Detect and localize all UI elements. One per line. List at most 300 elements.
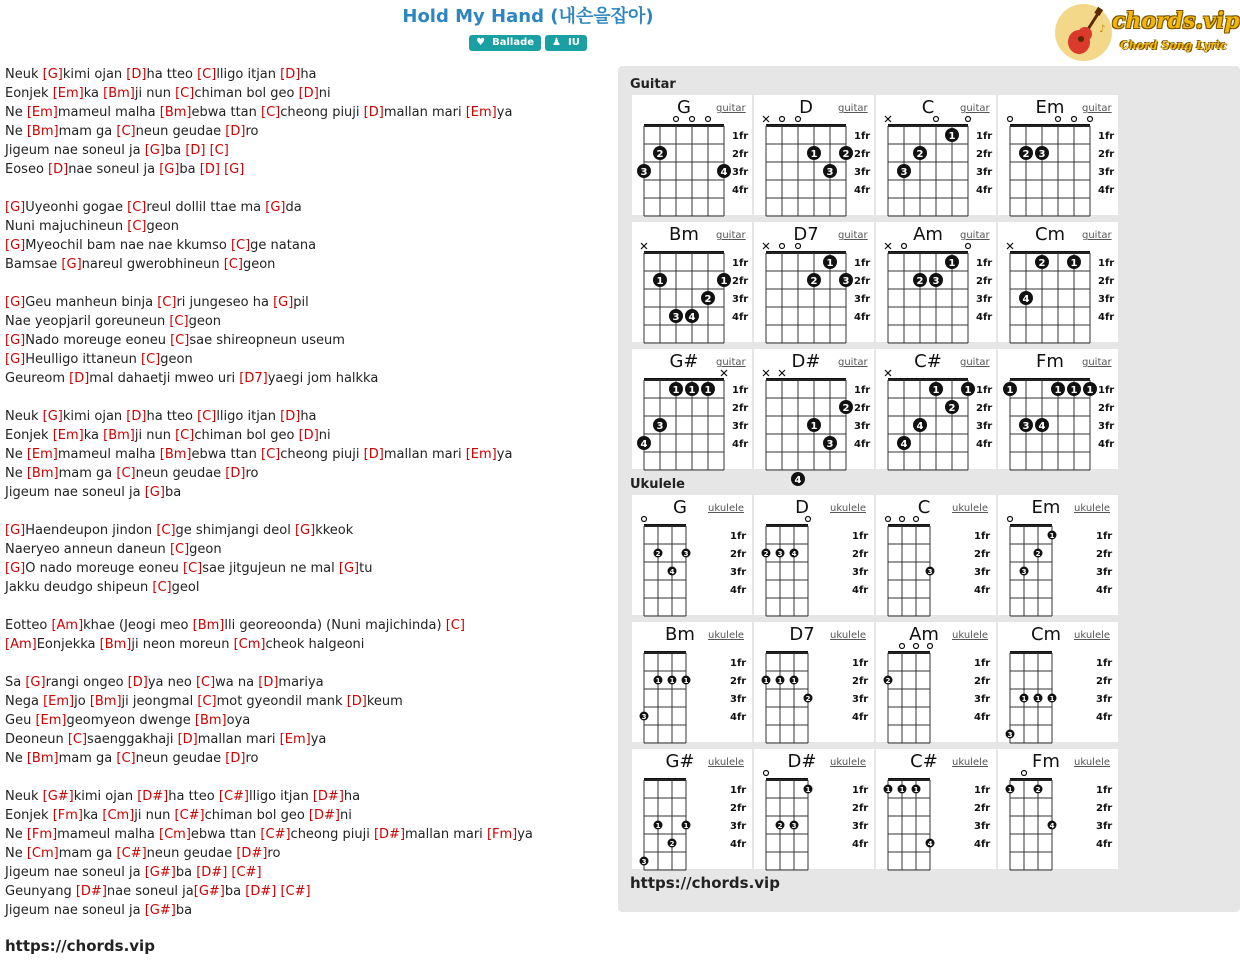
guitar-link: guitar: [716, 230, 746, 241]
fret-label: 3fr: [852, 821, 869, 832]
fret-label: 3fr: [1096, 567, 1113, 578]
guitar-chord-card[interactable]: [998, 95, 1118, 215]
finger-number: 2: [777, 822, 783, 830]
fret-label: 3fr: [976, 421, 993, 432]
chord-marker[interactable]: [G]: [5, 352, 26, 367]
lyric-line: [5, 160, 605, 179]
fret-label: 4fr: [974, 585, 991, 596]
fret-label: 3fr: [974, 567, 991, 578]
chord-marker[interactable]: [C]: [261, 105, 281, 120]
lyric-text: Eonjek: [5, 428, 53, 443]
chord-marker[interactable]: [D#]: [245, 884, 277, 899]
ukulele-chord-card[interactable]: [876, 622, 996, 742]
chord-marker[interactable]: [C]: [127, 200, 147, 215]
lyric-text: lligo itjan: [249, 789, 313, 804]
chord-marker[interactable]: [D]: [298, 428, 319, 443]
fret-label: 1fr: [730, 785, 747, 796]
chord-marker[interactable]: [G]: [144, 143, 165, 158]
chord-marker[interactable]: [Em]: [35, 713, 67, 728]
chord-marker[interactable]: [Bm]: [159, 105, 192, 120]
fret-label: 2fr: [730, 549, 747, 560]
finger-number: 1: [669, 677, 675, 685]
fret-label: 1fr: [976, 131, 993, 142]
fret-label: 1fr: [732, 131, 749, 142]
chord-marker[interactable]: [Am]: [51, 618, 84, 633]
chord-marker[interactable]: [C]: [169, 542, 190, 557]
guitar-link: guitar: [716, 357, 746, 368]
fret-label: 4fr: [974, 712, 991, 723]
finger-number: 2: [656, 149, 664, 160]
fret-label: 2fr: [852, 803, 869, 814]
chord-marker[interactable]: [C]: [209, 143, 229, 158]
chord-marker[interactable]: [C]: [445, 618, 465, 633]
chord-marker[interactable]: [D#]: [373, 827, 406, 842]
lyric-text: mallan mari: [197, 732, 280, 747]
chord-marker[interactable]: [Cm]: [26, 846, 59, 861]
lyric-text: geon: [160, 352, 193, 367]
lyric-blank-line: [5, 388, 605, 407]
chord-marker[interactable]: [Bm]: [194, 713, 227, 728]
lyric-line: [5, 198, 605, 217]
chord-marker[interactable]: [Cm]: [159, 827, 191, 842]
lyric-text: Ne: [5, 447, 27, 462]
finger-number: 2: [842, 149, 850, 160]
lyric-text: ya: [517, 827, 533, 842]
finger-number: 2: [704, 294, 712, 305]
fret-label: 1fr: [852, 658, 869, 669]
lyric-blank-line: [5, 768, 605, 787]
ukulele-chord-card[interactable]: [632, 622, 752, 742]
fret-label: 1fr: [732, 385, 749, 396]
chord-marker[interactable]: [G]: [25, 675, 46, 690]
lyric-text: reul dollil ttae ma: [146, 200, 266, 215]
chord-marker[interactable]: [C]: [116, 466, 136, 481]
chord-marker[interactable]: [D]: [185, 143, 206, 158]
artist-badge[interactable]: [545, 35, 587, 51]
fret-label: 3fr: [976, 294, 993, 305]
ukulele-chord-card[interactable]: [998, 749, 1118, 869]
guitar-link: guitar: [960, 230, 990, 241]
footer-link[interactable]: https://chords.vip: [5, 937, 155, 955]
genre-badge[interactable]: [469, 35, 541, 51]
lyric-line: [5, 122, 605, 141]
finger-number: 3: [900, 167, 908, 178]
chord-marker[interactable]: [G]: [5, 561, 26, 576]
lyric-text: keum: [366, 694, 403, 709]
finger-number: 2: [655, 550, 661, 558]
guitar-chord-card[interactable]: [632, 222, 752, 342]
lyric-text: Eoseo: [5, 162, 49, 177]
lyric-line: [5, 350, 605, 369]
chord-marker[interactable]: [C]: [197, 409, 217, 424]
chord-marker[interactable]: [D]: [126, 67, 147, 82]
ukulele-link: ukulele: [708, 630, 745, 641]
finger-number: 1: [810, 421, 818, 432]
open-string-marker: [780, 117, 785, 122]
lyric-text: Neuk: [5, 789, 43, 804]
finger-number: 2: [1022, 149, 1030, 160]
fret-label: 2fr: [974, 803, 991, 814]
ukulele-chord-card[interactable]: [632, 749, 752, 869]
finger-number: 3: [672, 312, 680, 323]
open-string-marker: [900, 517, 905, 522]
ukulele-chord-card[interactable]: [998, 622, 1118, 742]
open-string-marker: [1072, 117, 1077, 122]
chord-marker[interactable]: [Fm]: [52, 808, 83, 823]
finger-number: 1: [948, 131, 956, 142]
chord-marker[interactable]: [Fm]: [26, 827, 58, 842]
chord-marker[interactable]: [C]: [230, 238, 251, 253]
open-string-marker: [1088, 117, 1093, 122]
chord-marker[interactable]: [D7]: [239, 371, 268, 386]
fret-label: 2fr: [732, 403, 749, 414]
lyric-line: [5, 103, 605, 122]
lyric-text: Geu manheun binja: [25, 295, 158, 310]
finger-number: 2: [916, 149, 924, 160]
open-string-marker: [706, 117, 711, 122]
guitar-chord-card[interactable]: [754, 222, 874, 342]
chord-name: D: [799, 97, 813, 118]
lyric-text: ni: [318, 428, 331, 443]
chord-marker[interactable]: [C]: [182, 561, 203, 576]
chord-marker[interactable]: [D]: [280, 409, 301, 424]
chord-marker[interactable]: [Em]: [279, 732, 311, 747]
finger-number: 2: [805, 695, 811, 703]
chord-marker[interactable]: [G]: [5, 200, 26, 215]
chord-marker[interactable]: [D]: [225, 466, 246, 481]
finger-number: 4: [927, 840, 933, 848]
chord-marker[interactable]: [C]: [170, 333, 190, 348]
guitar-link: guitar: [960, 103, 990, 114]
chord-marker[interactable]: [G]: [159, 162, 180, 177]
chord-marker[interactable]: [Em]: [43, 694, 75, 709]
finger-number: 4: [1022, 294, 1030, 305]
lyric-line: [5, 217, 605, 236]
lyric-text: ro: [245, 124, 259, 139]
lyric-line: [5, 426, 605, 445]
lyric-line: [5, 901, 605, 920]
chord-name: C#: [910, 751, 938, 772]
lyric-text: Geu: [5, 713, 36, 728]
lyric-text: neun geudae: [146, 846, 237, 861]
lyric-text: ji jeongmal: [121, 694, 198, 709]
fret-label: 4fr: [1098, 439, 1115, 450]
lyric-text: Eotteo: [5, 618, 52, 633]
fret-label: 2fr: [976, 403, 993, 414]
chord-marker[interactable]: [G]: [61, 257, 82, 272]
lyric-text: Jigeum nae soneul ja: [5, 485, 145, 500]
lyric-blank-line: [5, 502, 605, 521]
guitar-chord-card[interactable]: [632, 95, 752, 215]
chord-marker[interactable]: [D]: [48, 162, 69, 177]
lyric-text: ba: [179, 162, 200, 177]
chord-marker[interactable]: [Em]: [465, 447, 497, 462]
ukulele-link: ukulele: [1074, 503, 1111, 514]
chord-marker[interactable]: [D]: [225, 124, 246, 139]
chord-marker[interactable]: [Bm]: [26, 466, 59, 481]
chord-marker[interactable]: [Bm]: [103, 428, 135, 443]
chord-marker[interactable]: [C]: [116, 124, 136, 139]
guitar-logo-icon: [1055, 4, 1112, 61]
lyric-text: mameul malha: [57, 827, 160, 842]
chord-marker[interactable]: [G]: [42, 409, 63, 424]
chord-name: Am: [909, 624, 939, 645]
finger-number: 1: [777, 677, 783, 685]
lyric-text: mallan mari: [405, 827, 487, 842]
ukulele-chord-card[interactable]: [754, 622, 874, 742]
ukulele-chord-card[interactable]: [754, 495, 874, 615]
chord-marker[interactable]: [C]: [175, 86, 195, 101]
chord-marker[interactable]: [G]: [5, 523, 26, 538]
chord-marker[interactable]: [Fm]: [486, 827, 518, 842]
lyric-text: mariya: [278, 675, 324, 690]
chord-marker[interactable]: [D]: [298, 86, 319, 101]
guitar-chord-card[interactable]: [754, 349, 874, 486]
ukulele-chord-card[interactable]: [998, 495, 1118, 615]
chord-marker[interactable]: [D]: [363, 105, 384, 120]
lyric-text: Geunyang: [5, 884, 76, 899]
lyric-line: [5, 369, 605, 388]
ukulele-chord-card[interactable]: [876, 495, 996, 615]
fret-label: 4fr: [1098, 312, 1115, 323]
chord-marker[interactable]: [G]: [5, 295, 26, 310]
lyric-text: mameul malha: [57, 105, 160, 120]
guitar-chord-card[interactable]: [998, 222, 1118, 342]
lyric-text: ya: [496, 105, 513, 120]
chord-marker[interactable]: [D#]: [236, 846, 268, 861]
lyric-text: ha: [343, 789, 361, 804]
lyric-text: Naeryeo anneun daneun: [5, 542, 170, 557]
lyric-line: [5, 711, 605, 730]
lyric-line: [5, 445, 605, 464]
chord-marker[interactable]: [D#]: [308, 808, 340, 823]
chord-marker[interactable]: [D]: [225, 751, 246, 766]
chord-marker[interactable]: [D]: [126, 409, 147, 424]
ukulele-chord-card[interactable]: [632, 495, 752, 615]
chord-marker[interactable]: [D#]: [137, 789, 169, 804]
chord-marker[interactable]: [G#]: [144, 865, 176, 880]
chord-marker[interactable]: [C]: [141, 352, 161, 367]
ukulele-link: ukulele: [708, 503, 745, 514]
fret-label: 2fr: [974, 549, 991, 560]
lyric-line: [5, 730, 605, 749]
lyric-text: ba: [175, 903, 193, 918]
chord-marker[interactable]: [G]: [224, 162, 245, 177]
ukulele-link: ukulele: [952, 630, 989, 641]
fret-label: 4fr: [1096, 839, 1113, 850]
chord-marker[interactable]: [C]: [116, 751, 136, 766]
lyric-text: da: [285, 200, 302, 215]
chord-marker[interactable]: [D]: [177, 732, 198, 747]
chord-marker[interactable]: [C]: [169, 314, 189, 329]
chord-marker[interactable]: [Bm]: [26, 751, 59, 766]
finger-number: 2: [763, 550, 769, 558]
chord-marker[interactable]: [C#]: [260, 827, 291, 842]
lyric-text: ebwa ttan: [191, 447, 261, 462]
chord-marker[interactable]: [Bm]: [159, 447, 192, 462]
lyric-line: [5, 578, 605, 597]
lyric-text: ha tteo: [146, 409, 198, 424]
lyric-text: ha tteo: [146, 67, 198, 82]
user-icon: ♟: [552, 37, 561, 48]
finger-number: 1: [899, 786, 905, 794]
chord-marker[interactable]: [D#]: [196, 865, 228, 880]
chord-marker[interactable]: [C#]: [280, 884, 311, 899]
lyric-text: ro: [267, 846, 281, 861]
chord-marker[interactable]: [C]: [157, 295, 177, 310]
chord-marker[interactable]: [G]: [294, 523, 316, 538]
lyric-text: Heulligo ittaneun: [25, 352, 142, 367]
chord-marker[interactable]: [Bm]: [26, 124, 59, 139]
lyric-line: [5, 141, 605, 160]
chord-marker[interactable]: [Cm]: [102, 808, 135, 823]
chord-marker[interactable]: [G]: [42, 67, 63, 82]
panel-link[interactable]: https://chords.vip: [630, 874, 780, 892]
finger-number: 2: [810, 276, 818, 287]
chord-marker[interactable]: [Em]: [26, 447, 58, 462]
finger-number: 2: [885, 677, 891, 685]
fret-label: 2fr: [852, 549, 869, 560]
guitar-chord-card[interactable]: [998, 349, 1118, 469]
lyric-text: jo: [74, 694, 90, 709]
chord-marker[interactable]: [C#]: [218, 789, 249, 804]
finger-number: 1: [826, 258, 834, 269]
lyric-line: [5, 293, 605, 312]
chord-marker[interactable]: [D]: [127, 675, 148, 690]
guitar-chord-card[interactable]: [632, 349, 752, 469]
lyric-text: pil: [293, 295, 309, 310]
ukulele-chord-card[interactable]: [754, 749, 874, 869]
lyric-text: ebwa ttan: [190, 827, 261, 842]
chord-marker[interactable]: [D]: [69, 371, 90, 386]
chord-marker[interactable]: [C]: [197, 694, 217, 709]
chord-marker[interactable]: [D#]: [312, 789, 344, 804]
chord-marker[interactable]: [Bm]: [99, 637, 132, 652]
fret-label: 3fr: [974, 694, 991, 705]
finger-number: 4: [640, 439, 648, 450]
fret-label: 1fr: [1096, 785, 1113, 796]
lyric-text: Jigeum nae soneul ja: [5, 903, 145, 918]
guitar-link: guitar: [838, 357, 868, 368]
finger-number: 1: [964, 385, 972, 396]
chord-marker[interactable]: [C]: [195, 675, 216, 690]
chord-marker[interactable]: [D]: [258, 675, 279, 690]
lyric-line: [5, 407, 605, 426]
chord-marker[interactable]: [C]: [152, 580, 172, 595]
finger-number: 4: [916, 421, 924, 432]
chord-marker[interactable]: [C#]: [174, 808, 205, 823]
guitar-chord-card[interactable]: [876, 222, 996, 342]
fret-label: 4fr: [732, 312, 749, 323]
chord-marker[interactable]: [C]: [67, 732, 88, 747]
chord-marker[interactable]: [C]: [127, 219, 147, 234]
ukulele-chord-card[interactable]: [876, 749, 996, 869]
fret-label: 3fr: [1096, 821, 1113, 832]
fret-label: 1fr: [852, 785, 869, 796]
chord-marker[interactable]: [G]: [144, 485, 165, 500]
guitar-chord-card[interactable]: [876, 349, 996, 469]
lyric-blank-line: [5, 597, 605, 616]
chord-marker[interactable]: [Em]: [52, 428, 84, 443]
lyric-line: [5, 749, 605, 768]
fret-label: 2fr: [730, 803, 747, 814]
fret-label: 3fr: [852, 567, 869, 578]
chord-marker[interactable]: [G]: [5, 333, 26, 348]
chord-marker[interactable]: [C]: [197, 67, 217, 82]
chord-marker[interactable]: [Cm]: [233, 637, 266, 652]
lyric-line: [5, 65, 605, 84]
chord-marker[interactable]: [G]: [273, 295, 294, 310]
lyric-text: Eonjek: [5, 86, 53, 101]
chord-marker[interactable]: [Bm]: [192, 618, 225, 633]
chord-marker[interactable]: [D]: [346, 694, 367, 709]
chord-marker[interactable]: [G]: [5, 238, 26, 253]
chord-marker[interactable]: [Em]: [26, 105, 58, 120]
lyric-line: [5, 692, 605, 711]
chord-marker[interactable]: [C]: [175, 428, 195, 443]
chord-marker[interactable]: [C]: [261, 447, 281, 462]
lyric-text: ni: [339, 808, 352, 823]
lyric-text: nae soneul ja: [106, 884, 194, 899]
chord-marker[interactable]: [G#]: [144, 903, 176, 918]
chord-marker[interactable]: [Bm]: [89, 694, 122, 709]
chord-marker[interactable]: [D]: [280, 67, 301, 82]
lyric-text: Neuk: [5, 409, 43, 424]
guitar-chord-card[interactable]: [876, 95, 996, 215]
chord-marker[interactable]: [C#]: [231, 865, 262, 880]
chord-marker[interactable]: [G#]: [42, 789, 74, 804]
lyric-text: neun geudae: [135, 751, 226, 766]
lyric-text: Jigeum nae soneul ja: [5, 143, 145, 158]
open-string-marker: [966, 117, 971, 122]
lyric-line: [5, 84, 605, 103]
site-logo[interactable]: [1054, 2, 1240, 64]
chord-marker[interactable]: [Em]: [465, 105, 497, 120]
finger-number: 3: [826, 167, 834, 178]
chord-marker[interactable]: [D]: [199, 162, 220, 177]
chord-marker[interactable]: [C]: [223, 257, 243, 272]
chord-marker[interactable]: [D#]: [75, 884, 107, 899]
lyric-text: ka: [82, 808, 103, 823]
lyric-text: chiman bol geo: [194, 428, 299, 443]
finger-number: 2: [1038, 258, 1046, 269]
chord-marker[interactable]: [C]: [156, 523, 176, 538]
chord-marker[interactable]: [G]: [265, 200, 286, 215]
lyric-text: geon: [188, 314, 222, 329]
finger-number: 3: [932, 276, 940, 287]
chord-marker[interactable]: [G]: [338, 561, 360, 576]
lyric-text: ge shimjangi deol: [175, 523, 295, 538]
guitar-chord-card[interactable]: [754, 95, 874, 215]
finger-number: 4: [688, 312, 696, 323]
lyric-text: O nado moreuge eoneu: [25, 561, 183, 576]
chord-name: G#: [669, 351, 699, 372]
open-string-marker: [1008, 517, 1013, 522]
chord-marker[interactable]: [D]: [363, 447, 384, 462]
fret-label: 3fr: [1098, 421, 1115, 432]
lyric-text: ya neo: [147, 675, 196, 690]
lyric-text: Nuni majuchineun: [5, 219, 128, 234]
chord-marker[interactable]: [C#]: [116, 846, 147, 861]
fret-label: 3fr: [732, 421, 749, 432]
chord-marker[interactable]: [G#]: [193, 884, 225, 899]
finger-number: 2: [842, 403, 850, 414]
chord-marker[interactable]: [Am]: [5, 637, 37, 652]
chord-marker[interactable]: [Em]: [52, 86, 84, 101]
chord-marker[interactable]: [Bm]: [103, 86, 135, 101]
lyric-text: mam ga: [58, 751, 117, 766]
lyric-text: Jakku deudgo shipeun: [5, 580, 153, 595]
